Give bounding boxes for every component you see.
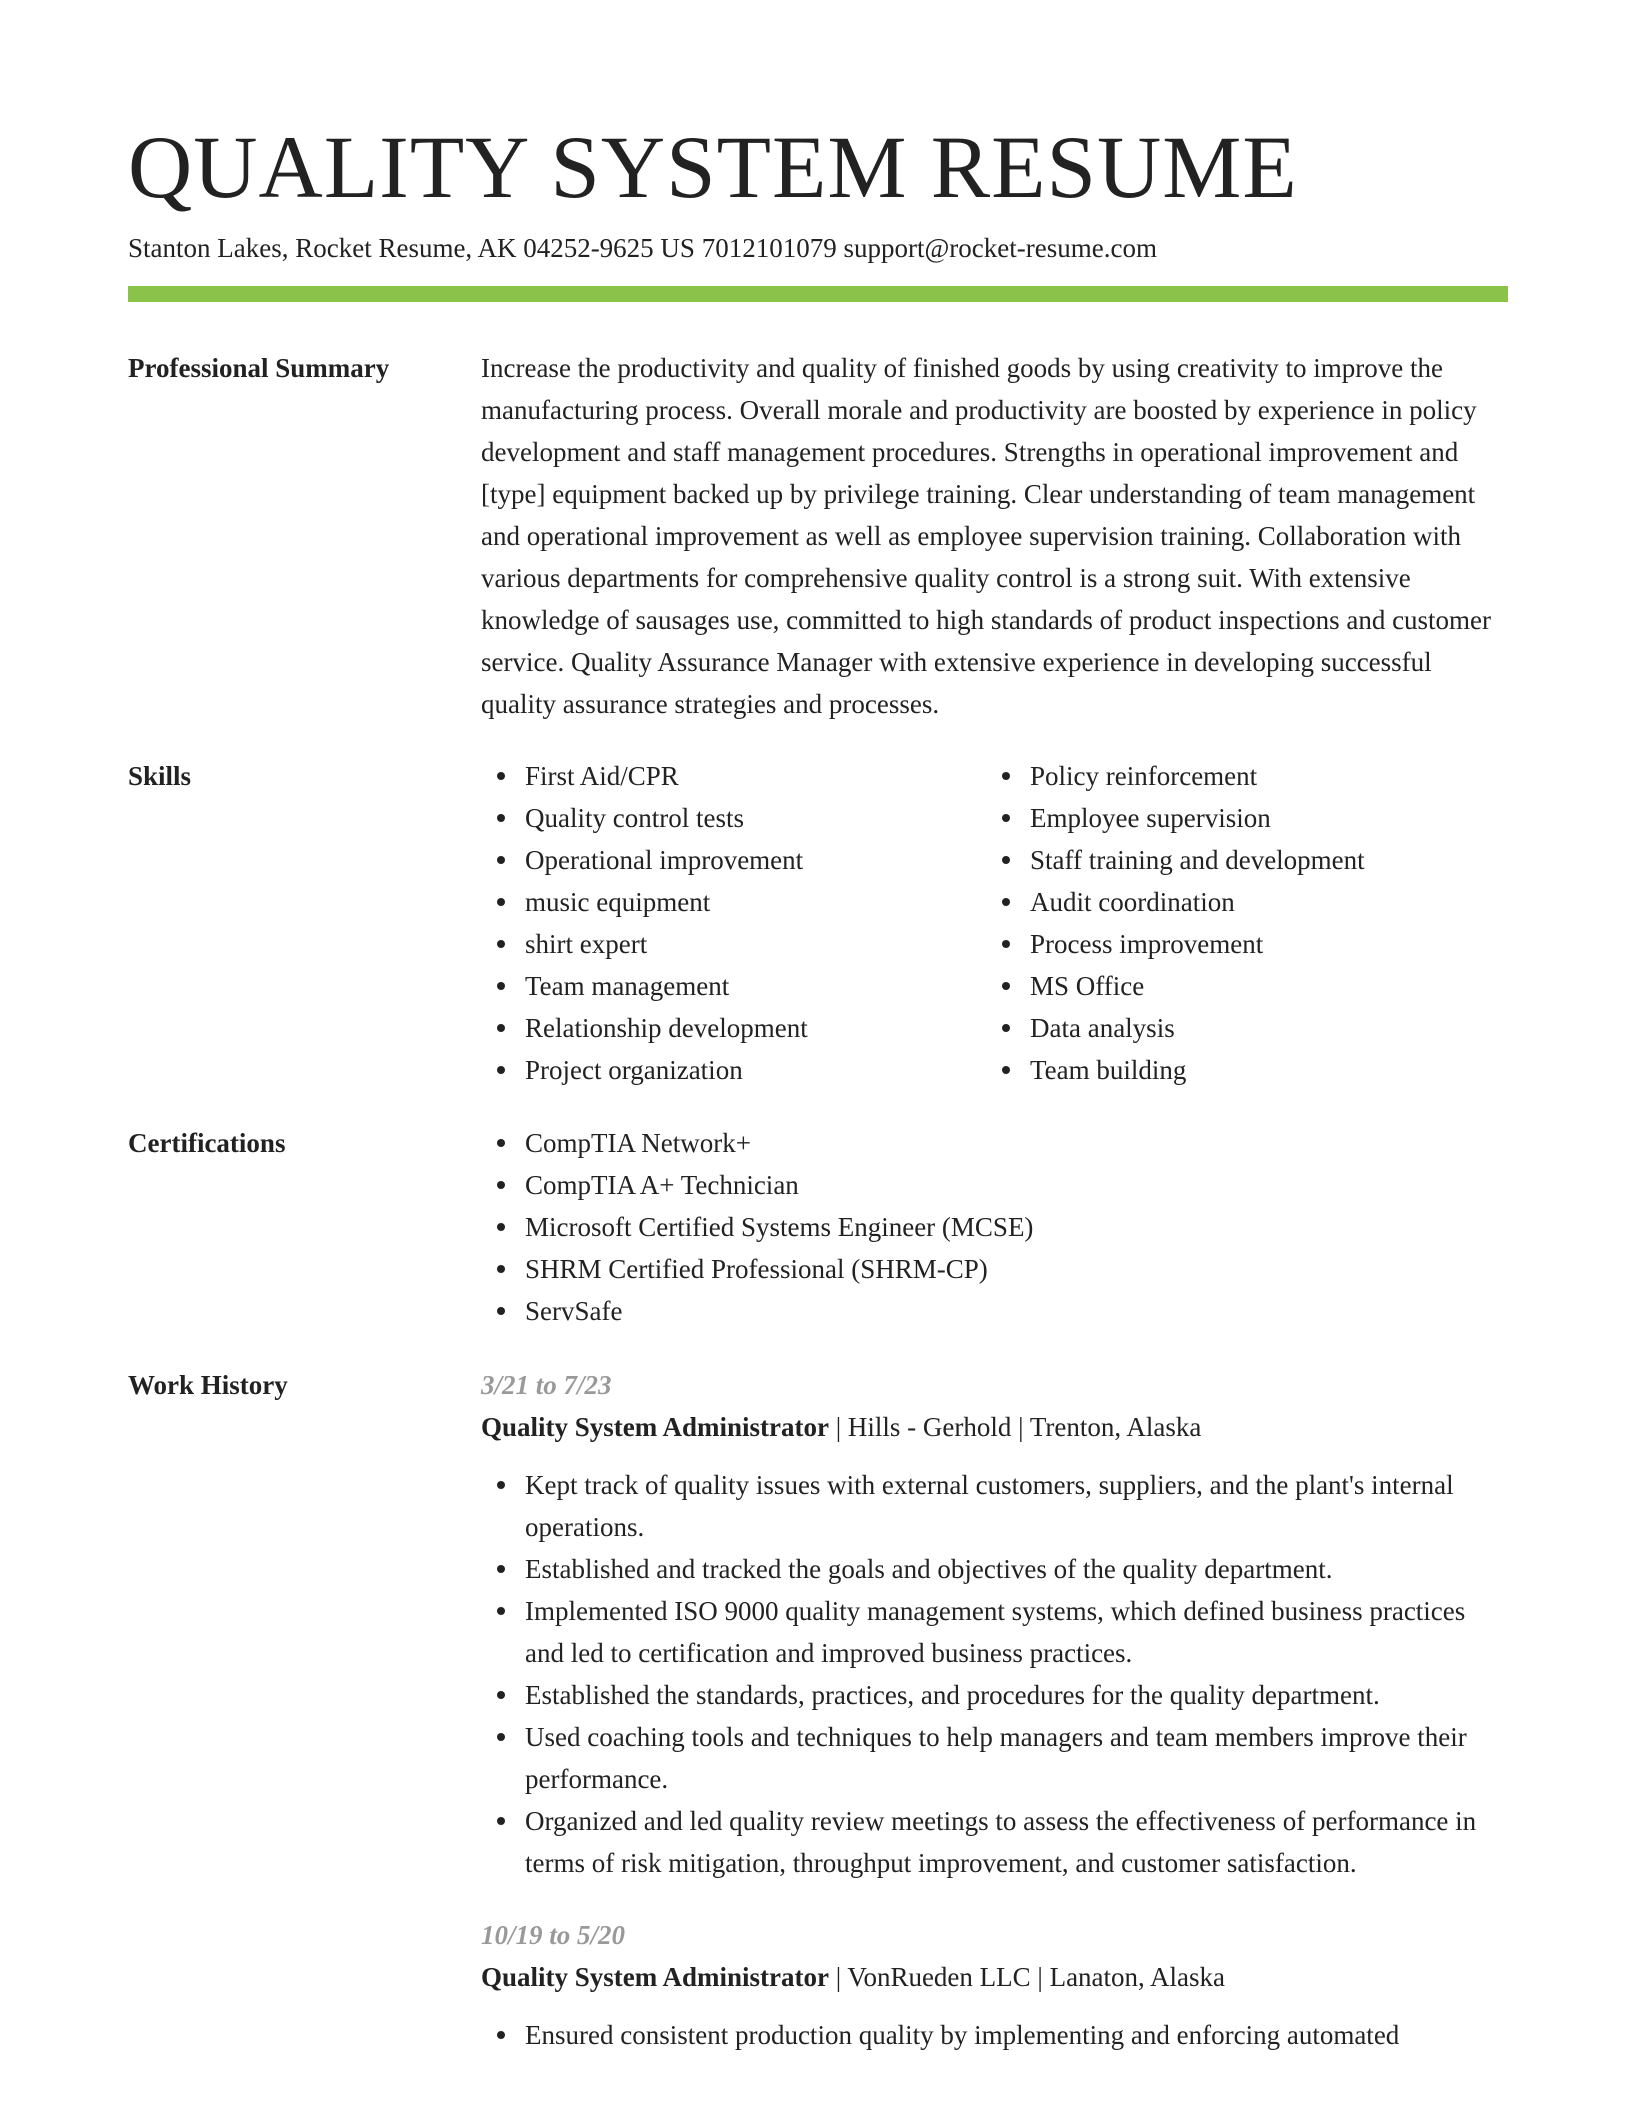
job-bullet: Kept track of quality issues with external customers, suppliers, and the plant's internal operations. [481, 1464, 1508, 1548]
job-company: Hills - Gerhold [847, 1412, 1012, 1442]
job-company: VonRueden LLC [847, 1962, 1031, 1992]
skill-item: Policy reinforcement [986, 755, 1491, 797]
job-bullet: Used coaching tools and techniques to help managers and team members improve their performance. [481, 1716, 1508, 1800]
skill-item: shirt expert [481, 923, 986, 965]
certification-item: CompTIA Network+ [481, 1122, 1508, 1164]
skill-item: Employee supervision [986, 797, 1491, 839]
skill-item: Operational improvement [481, 839, 986, 881]
job-bullets [481, 2014, 1508, 2056]
separator: | [1037, 1962, 1043, 1992]
job-entry [481, 1364, 1508, 1884]
certifications-label: Certifications [128, 1128, 286, 1158]
job-heading [481, 1956, 1508, 1998]
job-bullet: Established the standards, practices, and procedures for the quality department. [481, 1674, 1508, 1716]
skill-item: Data analysis [986, 1007, 1491, 1049]
job-bullets [481, 1464, 1508, 1884]
certifications-list [481, 1122, 1508, 1332]
job-title: Quality System Administrator [481, 1412, 829, 1442]
job-heading [481, 1406, 1508, 1448]
skill-item: MS Office [986, 965, 1491, 1007]
job-bullet: Organized and led quality review meetings to assess the effectiveness of performance in terms of risk mitigation, throughput improvement, and customer satisfaction. [481, 1800, 1508, 1884]
separator: | [835, 1412, 842, 1442]
certifications-body [481, 1122, 1508, 1332]
skill-item: Team management [481, 965, 986, 1007]
skill-item: Process improvement [986, 923, 1491, 965]
certification-item: Microsoft Certified Systems Engineer (MCSE) [481, 1206, 1508, 1248]
work-history-body [481, 1364, 1508, 2086]
job-location: Lanaton, Alaska [1049, 1962, 1226, 1992]
job-title: Quality System Administrator [481, 1962, 829, 1992]
resume-title: QUALITY SYSTEM RESUME [128, 119, 1298, 217]
certification-item: SHRM Certified Professional (SHRM-CP) [481, 1248, 1508, 1290]
skill-item: First Aid/CPR [481, 755, 986, 797]
job-bullet: Implemented ISO 9000 quality management systems, which defined business practices and led to certification and improved business practices. [481, 1590, 1508, 1674]
resume-header [128, 118, 1508, 266]
contact-line: Stanton Lakes, Rocket Resume, AK 04252-9625 US 7012101079 support@rocket-resume.com [128, 233, 1157, 263]
skill-item: Team building [986, 1049, 1491, 1091]
job-dates: 3/21 to 7/23 [481, 1370, 612, 1400]
certification-item: CompTIA A+ Technician [481, 1164, 1508, 1206]
skill-item: Staff training and development [986, 839, 1491, 881]
skills-body [481, 755, 1508, 1091]
skill-item: Audit coordination [986, 881, 1491, 923]
skills-list-left [481, 755, 986, 1091]
job-entry [481, 1914, 1508, 2056]
certification-item: ServSafe [481, 1290, 1508, 1332]
skill-item: Project organization [481, 1049, 986, 1091]
summary-label: Professional Summary [128, 353, 390, 383]
job-location: Trenton, Alaska [1029, 1412, 1202, 1442]
job-bullet: Ensured consistent production quality by implementing and enforcing automated [481, 2014, 1508, 2056]
separator: | [835, 1962, 842, 1992]
skill-item: Quality control tests [481, 797, 986, 839]
skill-item: music equipment [481, 881, 986, 923]
separator: | [1018, 1412, 1024, 1442]
skills-label: Skills [128, 761, 192, 791]
skills-list-right [986, 755, 1491, 1091]
summary-text: Increase the productivity and quality of finished goods by using creativity to improve the manufacturing process. Overall morale and productivity are boosted by experience in policy development and staff management procedures. Strengths in operational improvement and [type] equipment backed up by privilege training. Clear understanding of team management and operational improvement as well as employee supervision training. Collaboration with various departments for comprehensive quality control is a strong suit. With extensive knowledge of sausages use, committed to high standards of product inspections and customer service. Quality Assurance Manager with extensive experience in developing successful quality assurance strategies and processes. [481, 353, 1492, 719]
skill-item: Relationship development [481, 1007, 986, 1049]
header-accent-rule [128, 286, 1508, 302]
job-dates: 10/19 to 5/20 [481, 1920, 626, 1950]
work-history-label: Work History [128, 1370, 288, 1400]
summary-body [481, 347, 1508, 725]
job-bullet: Established and tracked the goals and objectives of the quality department. [481, 1548, 1508, 1590]
